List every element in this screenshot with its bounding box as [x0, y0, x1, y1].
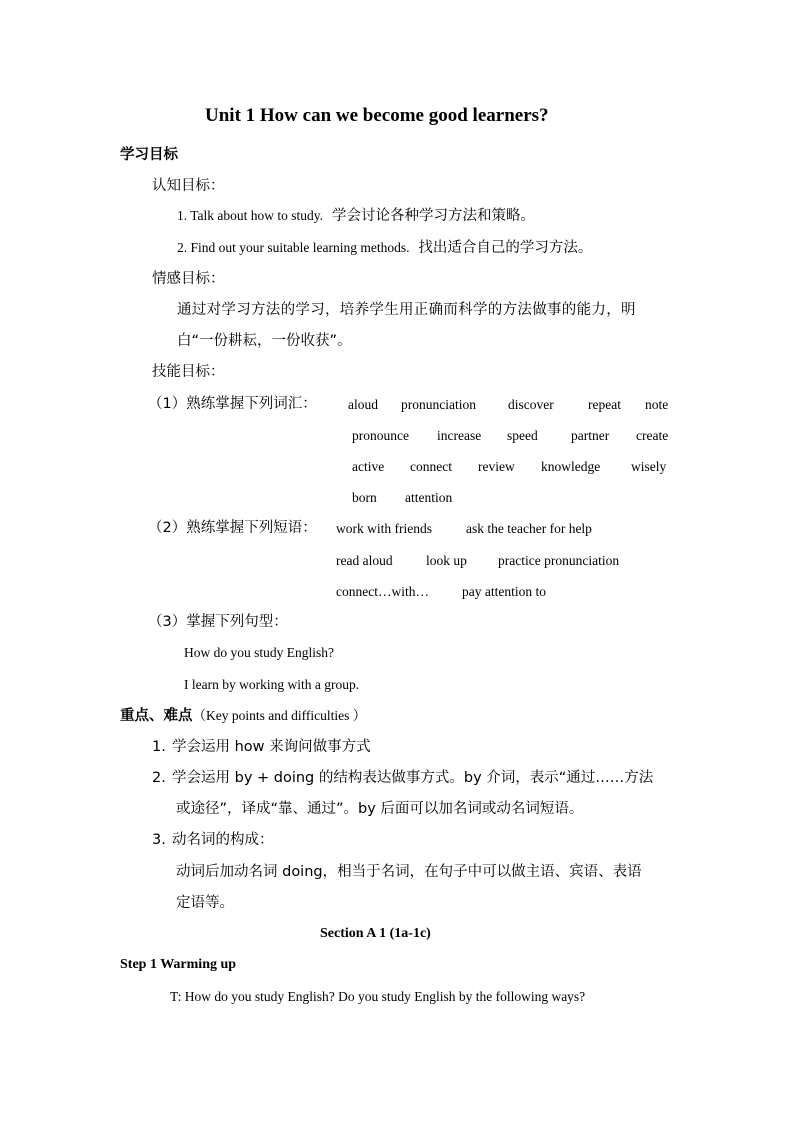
affective-line-2: 白“一份耕耘，一份收获”。 — [177, 333, 352, 349]
sentence-1: How do you study English? — [184, 645, 334, 660]
vocab-word: pronunciation — [401, 397, 476, 412]
cognitive-item-1 — [177, 206, 535, 226]
phrase: practice pronunciation — [498, 553, 620, 568]
vocab-word: review — [478, 459, 515, 474]
phrase: work with friends — [336, 521, 432, 536]
key-points-heading-en: （Key points and difficulties ） — [192, 708, 367, 723]
key-point-3-num: 3. — [152, 832, 166, 848]
vocab-word: note — [645, 397, 669, 412]
cognitive-item-1-zh: 学会讨论各种学习方法和策略。 — [331, 208, 535, 224]
vocab-word: knowledge — [541, 459, 601, 474]
key-point-2-line-2: 或途径”，译成“靠、通过”。by 后面可以加名词或动名词短语。 — [176, 801, 584, 817]
phrase-label: （2）熟练掌握下列短语： — [148, 520, 317, 536]
step1-heading: Step 1 Warming up — [120, 957, 237, 972]
objectives-heading: 学习目标 — [120, 147, 178, 163]
vocab-word: connect — [410, 459, 452, 474]
cognitive-item-2-zh: 找出适合自己的学习方法。 — [418, 240, 593, 256]
page-title: Unit 1 How can we become good learners? — [205, 105, 549, 126]
cognitive-item-2 — [177, 238, 592, 258]
key-point-3-line-2: 动词后加动名词 doing，相当于名词，在句子中可以做主语、宾语、表语 — [176, 864, 642, 880]
vocab-word: repeat — [588, 397, 621, 412]
vocab-word: create — [636, 428, 669, 443]
key-point-1-line-1: 学会运用 how 来询问做事方式 — [172, 739, 371, 755]
key-points-heading — [120, 706, 366, 726]
key-point-3-line-1: 动名词的构成： — [172, 832, 274, 848]
vocab-word: wisely — [631, 459, 667, 474]
affective-line-1: 通过对学习方法的学习，培养学生用正确而科学的方法做事的能力，明 — [177, 302, 636, 318]
cognitive-label: 认知目标： — [152, 178, 225, 194]
phrase: ask the teacher for help — [466, 521, 592, 536]
skill-label: 技能目标： — [152, 364, 225, 380]
vocab-word: discover — [508, 397, 554, 412]
cognitive-item-2-en: 2. Find out your suitable learning methods. — [177, 240, 410, 255]
vocab-word: increase — [437, 428, 482, 443]
vocab-word: active — [352, 459, 385, 474]
vocab-word: pronounce — [352, 428, 409, 443]
step1-line: T: How do you study English? Do you study English by the following ways? — [170, 989, 586, 1004]
phrase: read aloud — [336, 553, 393, 568]
sentence-2: I learn by working with a group. — [184, 677, 360, 692]
key-point-2-num: 2. — [152, 770, 166, 786]
section-title: Section A 1 (1a-1c) — [320, 926, 431, 941]
vocab-word: aloud — [348, 397, 378, 412]
vocab-word: partner — [571, 428, 610, 443]
affective-label: 情感目标： — [152, 271, 225, 287]
key-point-3-line-3: 定语等。 — [176, 895, 234, 911]
key-points-heading-zh: 重点、难点 — [120, 708, 193, 724]
phrase: connect…with… — [336, 584, 429, 599]
vocab-word: speed — [507, 428, 538, 443]
sentence-label: （3）掌握下列句型： — [148, 614, 288, 630]
vocab-word: born — [352, 490, 377, 505]
phrase: look up — [426, 553, 467, 568]
vocab-label: （1）熟练掌握下列词汇： — [148, 396, 317, 412]
vocab-word: attention — [405, 490, 453, 505]
cognitive-item-1-en: 1. Talk about how to study. — [177, 208, 324, 223]
key-point-1-num: 1. — [152, 739, 166, 755]
key-point-2-line-1: 学会运用 by + doing 的结构表达做事方式。by 介词，表示“通过……方法 — [172, 770, 654, 786]
phrase: pay attention to — [462, 584, 546, 599]
